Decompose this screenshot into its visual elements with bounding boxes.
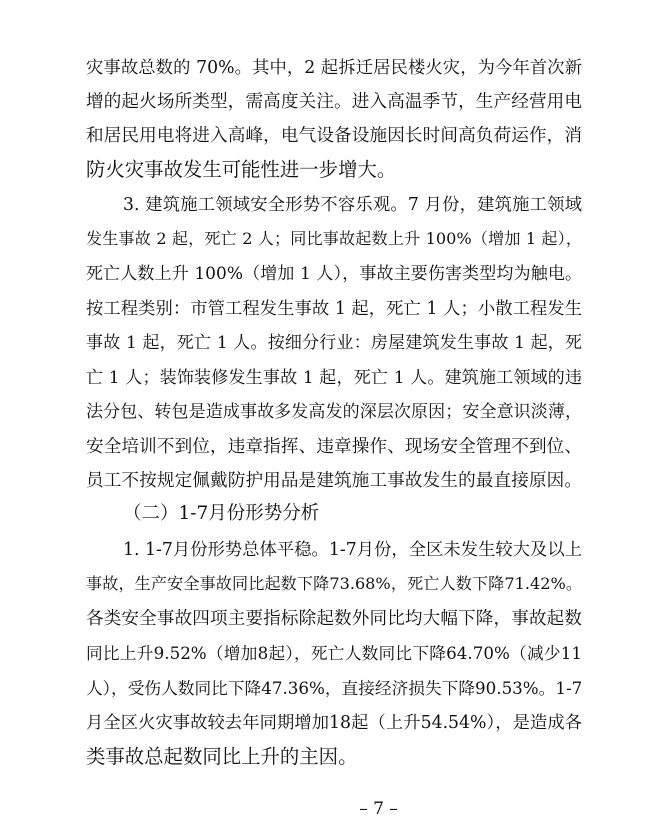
text-line: 员工不按规定佩戴防护用品是建筑施工事故发生的最直接原因。 [86,471,582,491]
text-line: 类事故总起数同比上升的主因。 [86,745,358,768]
text-line: 和居民用电将进入高峰，电气设备设施因长时间高负荷运作，消 [86,126,582,146]
text-line: 死亡人数上升 100%（增加 1 人），事故主要伤害类型均为触电。 [86,264,582,284]
text-line: 安全培训不到位，违章指挥、违章操作、现场安全管理不到位、 [86,437,582,457]
text-line: 灾事故总数的 70%。其中，2 起拆迁居民楼火灾，为今年首次新 [86,58,582,78]
text-line: 各类安全事故四项主要指标除起数外同比均大幅下降，事故起数 [86,609,582,629]
text-line: 1. 1-7月份形势总体平稳。1-7月份，全区未发生较大及以上 [123,540,582,560]
page-number: – 7 – [359,799,398,819]
text-line: 按工程类别：市管工程发生事故 1 起，死亡 1 人；小散工程发生 [86,299,582,319]
text-line: 增的起火场所类型，需高度关注。进入高温季节，生产经营用电 [86,92,582,112]
text-line: 3. 建筑施工领域安全形势不容乐观。7 月份，建筑施工领域 [123,195,582,215]
text-line: 事故 1 起，死亡 1 人。按细分行业：房屋建筑发生事故 1 起，死 [86,333,582,353]
text-line: 月全区火灾事故较去年同期增加18起（上升54.54%），是造成各 [86,713,582,733]
section-heading: （二）1-7月份形势分析 [123,503,320,524]
text-line: 人），受伤人数同比下降47.36%，直接经济损失下降90.53%。1-7 [86,678,582,698]
text-line: 事故，生产安全事故同比起数下降73.68%，死亡人数下降71.42%。 [86,574,582,593]
text-line: 防火灾事故发生可能性进一步增大。 [86,158,397,181]
text-line: 发生事故 2 起，死亡 2 人；同比事故起数上升 100%（增加 1 起）， [86,229,582,248]
text-line: 亡 1 人；装饰装修发生事故 1 起，死亡 1 人。建筑施工领域的违 [86,368,582,388]
text-line: 同比上升9.52%（增加8起），死亡人数同比下降64.70%（减少11 [86,643,582,663]
text-line: 法分包、转包是造成事故多发高发的深层次原因；安全意识淡薄， [86,402,582,422]
